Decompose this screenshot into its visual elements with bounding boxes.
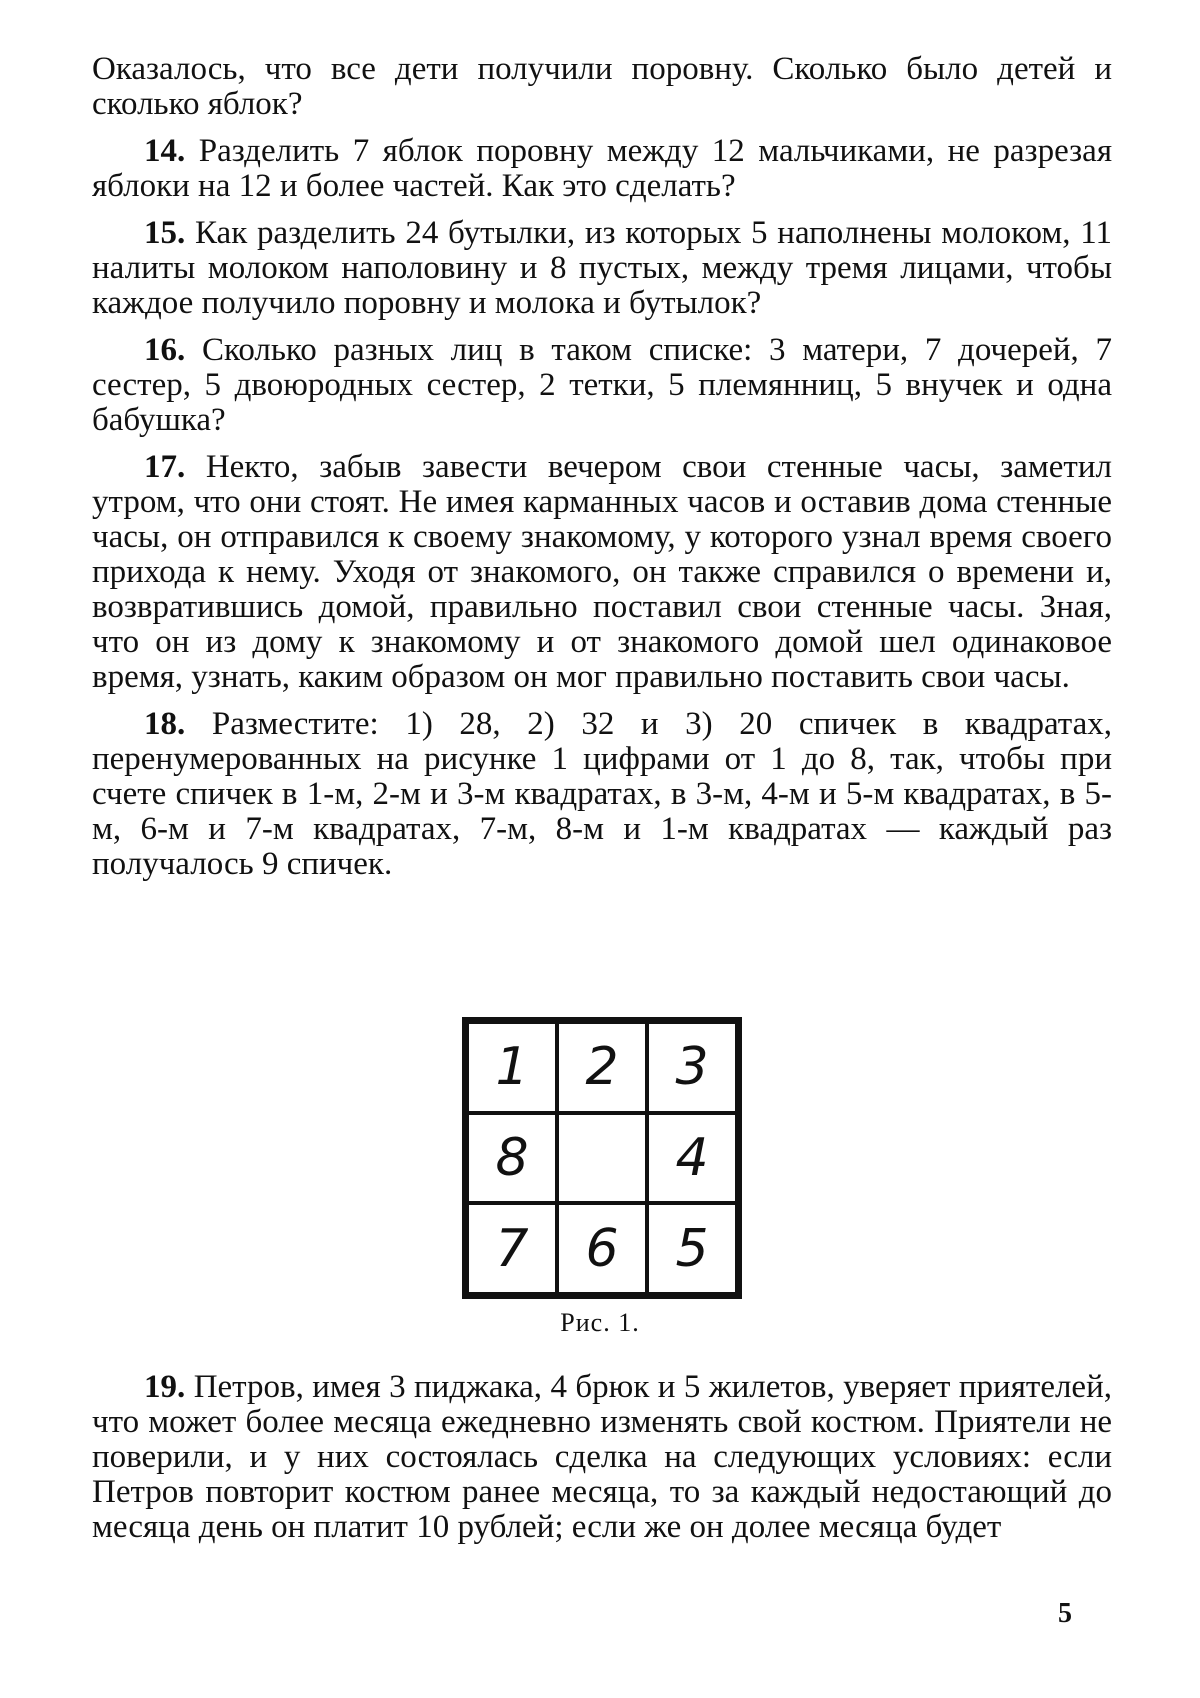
problem-18 [92,707,1112,882]
problem-19 [92,1370,1112,1545]
problem-number: 15. [144,215,186,251]
problem-15 [92,216,1112,321]
grid-cell: 3 [647,1022,737,1113]
paragraph-text: Петров, имея 3 пиджака, 4 брюк и 5 жилетов, уверяет приятелей, что может более месяца ежедневно изменять свой костюм. Приятели не поверили, и у них состоялась сделка на следующих условиях: если Петров повторит костюм ранее месяца, то за каждый недостающий до месяца день он платит 10 рублей; если же он долее месяца будет [92,1369,1112,1545]
paragraph-text: Оказалось, что все дети получили поровну. Сколько было детей и сколько яблок? [92,51,1112,122]
grid-cell: 1 [467,1022,557,1113]
grid-cell: 8 [467,1113,557,1204]
grid-cell-center [557,1113,647,1204]
paragraph-text: Некто, забыв завести вечером свои стенные часы, заметил утром, что они стоят. Не имея карманных часов и оставив дома стенные часы, он отправился к своему знакомому, у которого узнал время своего прихода к нему. Уходя от знакомого, он также справился о времени и, возвратившись домой, правильно поставил свои стенные часы. Зная, что он из дому к знакомому и от знакомого домой шел одинаковое время, узнать, каким образом он мог правильно поставить свои часы. [92,449,1112,695]
problem-16 [92,333,1112,438]
text-block-bottom [92,1370,1112,1557]
problem-17 [92,450,1112,695]
paragraph-text: Разделить 7 яблок поровну между 12 мальчиками, не разрезая яблоки на 12 и более частей. Как это сделать? [92,133,1112,204]
grid-cell: 7 [467,1203,557,1294]
text-block-top [92,52,1112,894]
grid-cell: 4 [647,1113,737,1204]
paragraph-text: Как разделить 24 бутылки, из которых 5 наполнены молоком, 11 налиты молоком наполовину и 8 пустых, между тремя лицами, чтобы каждое получило поровну и молока и бутылок? [92,215,1112,321]
problem-number: 17. [144,449,186,485]
paragraph-text: Разместите: 1) 28, 2) 32 и 3) 20 спичек в квадратах, перенумерованных на рисунке 1 цифрами от 1 до 8, так, чтобы при счете спичек в 1-м, 2-м и 3-м квадратах, в 3-м, 4-м и 5-м квадратах, в 5-м, 6-м и 7-м квадратах, 7-м, 8-м и 1-м квадратах — каждый раз получалось 9 спичек. [92,706,1112,882]
paragraph-text: Сколько разных лиц в таком списке: 3 матери, 7 дочерей, 7 сестер, 5 двоюродных сестер, 2 тетки, 5 племянниц, 5 внучек и одна бабушка? [92,332,1112,438]
grid-cell: 2 [557,1022,647,1113]
problem-number: 16. [144,332,186,368]
paragraph-continuation [92,52,1112,122]
problem-14 [92,134,1112,204]
problem-number: 19. [144,1369,186,1405]
grid-cell: 5 [647,1203,737,1294]
page-number: 5 [1058,1598,1072,1629]
figure-caption: Рис. 1. [560,1308,640,1337]
problem-number: 18. [144,706,186,742]
problem-number: 14. [144,133,186,169]
grid-cell: 6 [557,1203,647,1294]
figure-squares-grid [462,1017,742,1299]
